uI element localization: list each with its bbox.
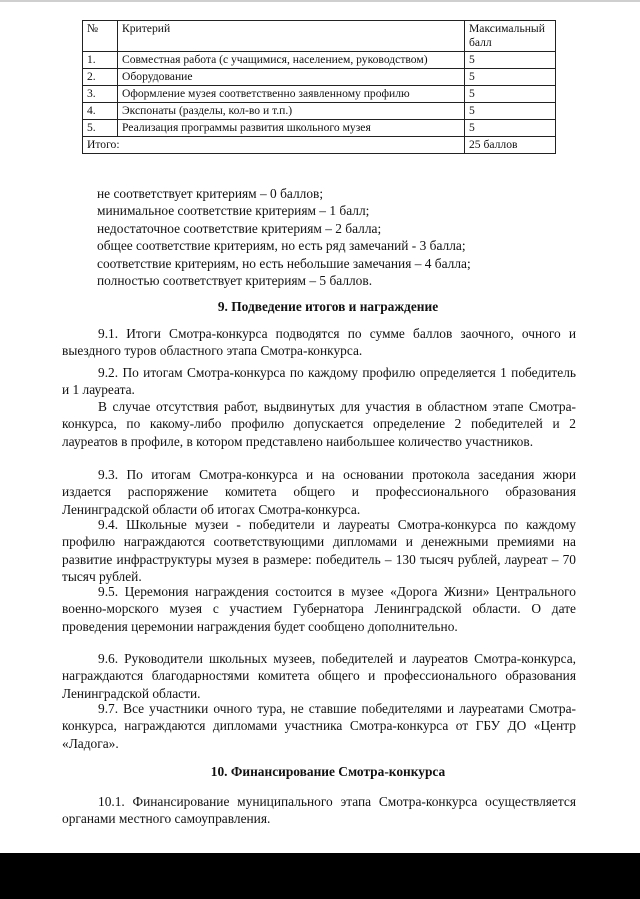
row-score: 5 [465,52,556,69]
row-criterion: Оформление музея соответственно заявленному профилю [118,86,465,103]
scan-top-edge [0,0,640,2]
row-number: 2. [83,69,118,86]
scale-line: минимальное соответствие критериям – 1 балл; [97,203,370,219]
section-10-heading: 10. Финансирование Смотра-конкурса [210,764,446,779]
header-number: № [83,21,118,52]
table-header-row [83,21,556,52]
row-score: 5 [465,103,556,120]
table-total-row [83,137,556,154]
paragraph-9-7: 9.7. Все участники очного тура, не ставшие победителями и лауреатами Смотра-конкурса, награждаются дипломами участника Смотра-конкурса от ГБУ ДО «Центр «Ладога». [62,701,576,751]
row-number: 5. [83,120,118,137]
table-row [83,103,556,120]
row-criterion: Совместная работа (с учащимися, населением, руководством) [118,52,465,69]
row-number: 4. [83,103,118,120]
table-row [83,120,556,137]
row-number: 1. [83,52,118,69]
paragraph-9-1: 9.1. Итоги Смотра-конкурса подводятся по сумме баллов заочного, очного и выездного туров областного этапа Смотра-конкурса. [62,326,576,359]
criteria-table [82,20,556,154]
total-value: 25 баллов [465,137,556,154]
row-criterion: Оборудование [118,69,465,86]
total-label: Итого: [83,137,465,154]
scan-bottom-edge [0,853,640,899]
row-criterion: Реализация программы развития школьного музея [118,120,465,137]
table-row [83,52,556,69]
header-max-score: Максимальный балл [465,21,556,52]
scale-line: общее соответствие критериям, но есть ряд замечаний - 3 балла; [97,238,466,254]
table-row [83,69,556,86]
row-criterion: Экспонаты (разделы, кол-во и т.п.) [118,103,465,120]
scale-line: полностью соответствует критериям – 5 баллов. [97,272,373,288]
paragraph-9-4: 9.4. Школьные музеи - победители и лауреаты Смотра-конкурса по каждому профилю награждаются соответствующими дипломами и денежными премиями на развитие инфраструктуры музея в размере: победитель – 130 тысяч рублей, лауреат – 70 тысяч рублей. [62,517,576,585]
scale-line: соответствие критериям, но есть небольшие замечания – 4 балла; [97,255,471,271]
scoring-scale [97,185,557,289]
table-row [83,86,556,103]
paragraph-9-2: 9.2. По итогам Смотра-конкурса по каждому профилю определяется 1 победитель и 1 лауреата. [62,365,576,398]
paragraph-9-5: 9.5. Церемония награждения состоится в музее «Дорога Жизни» Центрального военно-морского музея с участием Губернатора Ленинградской области. О дате проведения церемонии награждения будет сообщено дополнительно. [62,584,576,634]
paragraph-10-1: 10.1. Финансирование муниципального этапа Смотра-конкурса осуществляется органами местного самоуправления. [62,794,576,827]
row-number: 3. [83,86,118,103]
section-9-heading: 9. Подведение итогов и награждение [217,299,439,314]
row-score: 5 [465,69,556,86]
header-criterion: Критерий [118,21,465,52]
row-score: 5 [465,120,556,137]
scale-line: не соответствует критериям – 0 баллов; [97,186,324,201]
row-score: 5 [465,86,556,103]
paragraph-9-6: 9.6. Руководители школьных музеев, победителей и лауреатов Смотра-конкурса, награждаются благодарностями комитета общего и профессионального образования Ленинградской области. [62,651,576,701]
scale-line: недостаточное соответствие критериям – 2 балла; [97,220,382,236]
paragraph-9-3: 9.3. По итогам Смотра-конкурса и на основании протокола заседания жюри издается распоряжение комитета общего и профессионального образования Ленинградской области об итогах Смотра-конкурса. [62,467,576,517]
paragraph-9-2-continued: В случае отсутствия работ, выдвинутых для участия в областном этапе Смотра-конкурса, по какому-либо профилю допускается определение 2 победителей и 2 лауреатов в профиле, в котором представлено наибольшее количество участников. [62,399,576,449]
